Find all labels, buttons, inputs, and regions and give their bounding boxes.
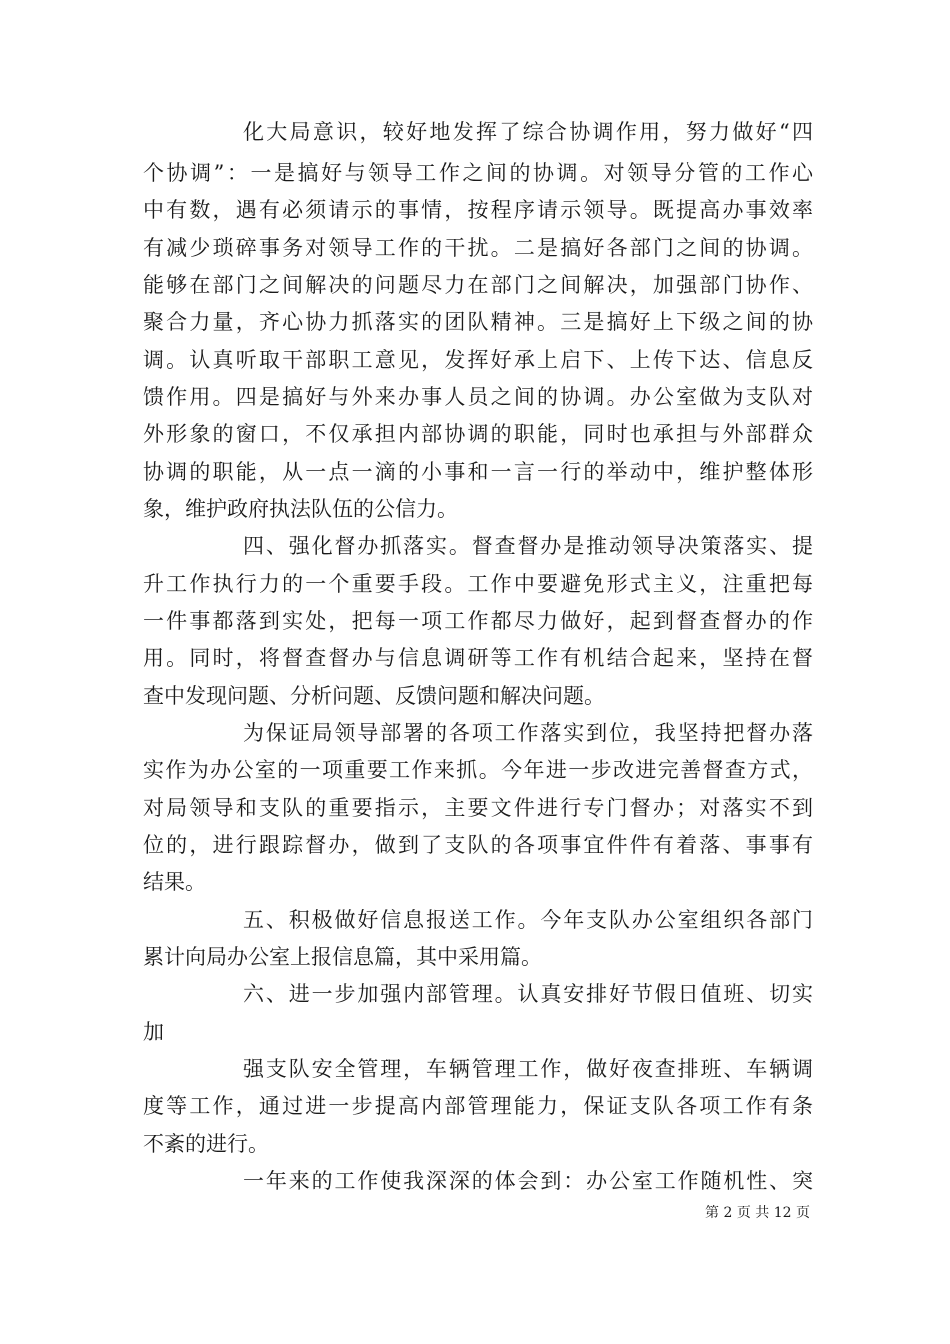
text-line: 实作为办公室的一项重要工作来抓。今年进一步改进完善督查方式，: [143, 758, 813, 782]
text-line: 聚合力量，齐心协力抓落实的团队精神。三是搞好上下级之间的协: [143, 310, 813, 334]
text-line: 有减少琐碎事务对领导工作的干扰。二是搞好各部门之间的协调。: [143, 236, 813, 260]
text-line: 象，维护政府执法队伍的公信力。: [143, 497, 458, 521]
text-line: 升工作执行力的一个重要手段。工作中要避免形式主义，注重把每: [143, 572, 813, 596]
text-line: 馈作用。四是搞好与外来办事人员之间的协调。办公室做为支队对: [143, 385, 813, 409]
text-line: 一件事都落到实处，把每一项工作都尽力做好，起到督查督办的作: [143, 609, 813, 633]
text-line: 一年来的工作使我深深的体会到：办公室工作随机性、突: [243, 1169, 813, 1193]
text-line: 六、进一步加强内部管理。认真安排好节假日值班、切实: [243, 982, 813, 1006]
text-line: 加: [143, 1020, 164, 1044]
text-line: 用。同时，将督查督办与信息调研等工作有机结合起来，坚持在督: [143, 646, 813, 670]
text-line: 中有数，遇有必须请示的事情，按程序请示领导。既提高办事效率: [143, 198, 813, 222]
text-line: 外形象的窗口，不仅承担内部协调的职能，同时也承担与外部群众: [143, 422, 813, 446]
text-line: 不紊的进行。: [143, 1132, 269, 1156]
text-line: 为保证局领导部署的各项工作落实到位，我坚持把督办落: [243, 721, 813, 745]
text-line: 累计向局办公室上报信息篇，其中采用篇。: [143, 945, 542, 969]
text-line: 五、积极做好信息报送工作。今年支队办公室组织各部门: [243, 908, 813, 932]
text-line: 调。认真听取干部职工意见，发挥好承上启下、上传下达、信息反: [143, 348, 813, 372]
page-number: 第 2 页 共 12 页: [705, 1205, 810, 1221]
text-line: 结果。: [143, 870, 206, 894]
text-line: 个协调”：一是搞好与领导工作之间的协调。对领导分管的工作心: [143, 161, 813, 185]
text-line: 度等工作，通过进一步提高内部管理能力，保证支队各项工作有条: [143, 1094, 813, 1118]
text-line: 对局领导和支队的重要指示，主要文件进行专门督办；对落实不到: [143, 796, 813, 820]
text-line: 位的，进行跟踪督办，做到了支队的各项事宜件件有着落、事事有: [143, 833, 813, 857]
text-line: 化大局意识，较好地发挥了综合协调作用，努力做好“四: [243, 120, 813, 144]
text-line: 四、强化督办抓落实。督查督办是推动领导决策落实、提: [243, 534, 813, 558]
text-line: 能够在部门之间解决的问题尽力在部门之间解决，加强部门协作、: [143, 273, 813, 297]
text-line: 查中发现问题、分析问题、反馈问题和解决问题。: [143, 684, 605, 708]
text-line: 协调的职能，从一点一滴的小事和一言一行的举动中，维护整体形: [143, 460, 813, 484]
text-line: 强支队安全管理，车辆管理工作，做好夜查排班、车辆调: [243, 1057, 813, 1081]
